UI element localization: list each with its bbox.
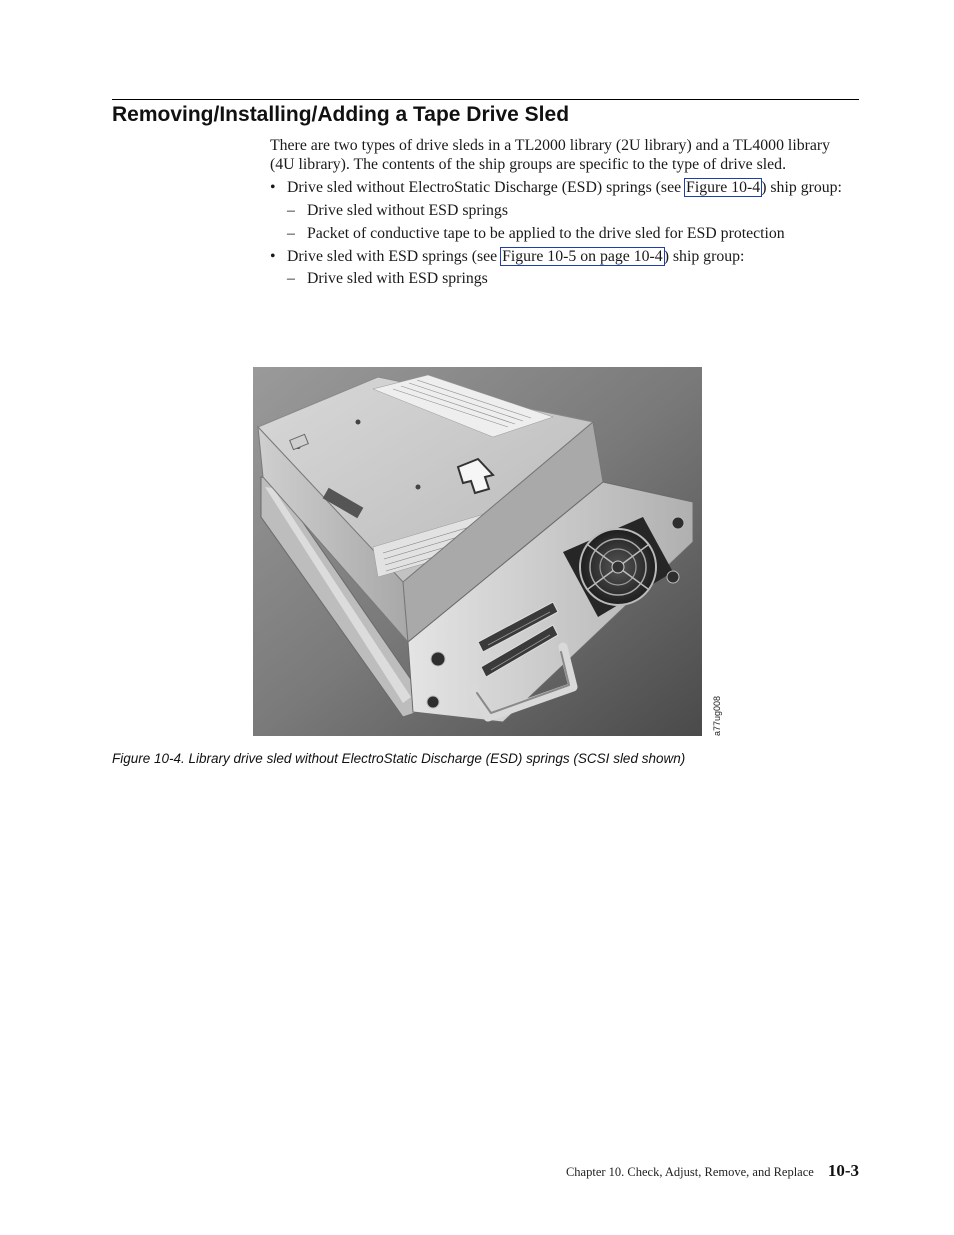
body-text xyxy=(270,137,850,293)
figure-10-5-link[interactable]: Figure 10-5 on page 10-4 xyxy=(502,247,663,265)
subitem-text: Drive sled with ESD springs xyxy=(307,270,488,288)
subitem-text: Drive sled without ESD springs xyxy=(307,201,508,219)
subitem-text: Packet of conductive tape to be applied to the drive sled for ESD protection xyxy=(307,224,785,242)
page-number: 10-3 xyxy=(827,1161,859,1180)
dash-marker: – xyxy=(287,201,295,219)
list-item xyxy=(287,270,850,289)
list-item xyxy=(270,179,850,243)
list-item xyxy=(287,202,850,221)
figure-caption: Figure 10-4. Library drive sled without ElectroStatic Discharge (ESD) springs (SCSI sled shown) xyxy=(112,751,686,766)
figure-10-4-link[interactable]: Figure 10-4 xyxy=(686,179,761,197)
section-heading: Removing/Installing/Adding a Tape Drive Sled xyxy=(112,103,570,126)
sub-list xyxy=(287,270,850,289)
dash-marker: – xyxy=(287,224,295,242)
bullet-text-after: ) ship group: xyxy=(663,247,745,265)
heading-rule xyxy=(112,99,859,100)
bullet-text-before: Drive sled without ElectroStatic Discharge (ESD) springs (see xyxy=(287,179,686,197)
drive-sled-illustration xyxy=(253,367,702,736)
footer-chapter: Chapter 10. Check, Adjust, Remove, and Replace xyxy=(565,1165,814,1179)
intro-paragraph: There are two types of drive sleds in a TL2000 library (2U library) and a TL4000 library (4U library). The contents of the ship groups are specific to the type of drive sled. xyxy=(270,137,831,173)
sub-list xyxy=(287,202,850,244)
bullet-text-before: Drive sled with ESD springs (see xyxy=(287,247,502,265)
bullet-marker: • xyxy=(270,179,276,197)
bullet-text-after: ) ship group: xyxy=(761,179,842,197)
figure-id-label: a77ug008 xyxy=(712,695,722,736)
drive-sled-photo xyxy=(253,367,702,736)
page-footer xyxy=(534,1161,859,1181)
list-item xyxy=(270,248,850,289)
list-item xyxy=(287,225,850,244)
dash-marker: – xyxy=(287,270,295,288)
bullet-marker: • xyxy=(270,247,276,265)
ship-group-list xyxy=(270,179,850,289)
